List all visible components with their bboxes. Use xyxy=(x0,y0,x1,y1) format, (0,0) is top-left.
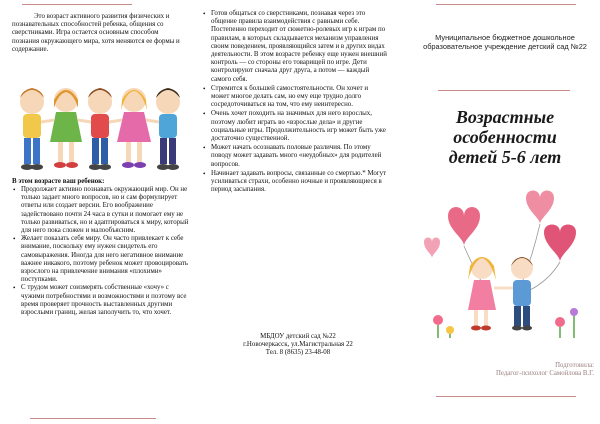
brochure-title xyxy=(410,107,600,167)
author-name: Педагог-психолог Самойлова В.Г. xyxy=(495,370,594,378)
children-with-hearts-illustration xyxy=(418,188,590,340)
divider xyxy=(438,90,570,91)
middle-panel xyxy=(198,0,400,424)
child-figure xyxy=(156,88,180,170)
title-line: Возрастные xyxy=(455,107,555,127)
list-item: • С трудом может соизмерять собственные «хочу» с чужими потребностями и возможностями и поэтому все время проверяет прочность выставленных другими взрослыми границ, желая заполучить то, что хочет. xyxy=(13,284,187,317)
child-figure xyxy=(50,88,82,168)
child-figure xyxy=(20,88,44,170)
bottom-divider xyxy=(436,396,576,397)
address-line: МБДОУ детский сад №22 xyxy=(260,333,336,340)
left-bullet-list xyxy=(12,186,192,317)
section-heading: В этом возрасте ваш ребенок: xyxy=(12,178,105,185)
top-divider xyxy=(436,4,576,5)
intro-text: Это возраст активного развития физических и познавательных способностей ребенка, общения со сверстниками. Игра остается основным способом познания окружающего мира, хотя меняются ее формы и содержание. xyxy=(12,13,180,53)
middle-bullet-list xyxy=(202,10,388,195)
child-figure xyxy=(88,88,112,170)
list-item: • Очень хочет походить на значимых для него взрослых, поэтому любит играть во «взрослые дела» и другие социальные игры. Продолжительность игр может быть уже достаточно существенной. xyxy=(203,110,386,143)
bottom-divider xyxy=(30,418,156,419)
title-line: детей 5-6 лет xyxy=(448,147,562,167)
children-illustration xyxy=(14,78,184,176)
child-figure xyxy=(117,88,151,168)
right-panel xyxy=(400,0,600,424)
organization-name: Муниципальное бюджетное дошкольное образовательное учреждение детский сад №22 xyxy=(423,33,587,51)
heart-icon xyxy=(424,238,440,259)
list-item: • Продолжает активно познавать окружающий мир. Он не только задает много вопросов, но и сам формулирует ответы или создает версии. Его воображение задействовано почти 24 часа в сутки и помогает ему не только развиваться, но и адаптироваться к миру, который для него пока сложен и малообъясним. xyxy=(13,186,189,235)
heart-icon xyxy=(544,225,576,263)
list-item: • Стремится к большей самостоятельности. Он хочет и может многое делать сам, но ему еще трудно долго сосредоточиваться на том, что ему неинтересно. xyxy=(203,84,369,109)
left-panel xyxy=(0,0,198,424)
top-divider xyxy=(22,4,132,5)
list-item: • Готов общаться со сверстниками, познавая через это общение правила взаимодействия с равными себе. Постепенно переходит от сюжетно-ролевых игр к играм по правилам, в которых складывается механизм управления своим поведением, проявляющийся затем и в других видах деятельности. В этом возрасте ребенку еще нужен внешний контроль — со стороны его товарищей по игре. Дети контролируют сначала друг друга, а потом — каждый самого себя. xyxy=(203,10,387,83)
phone-line: Тел. 8 (8635) 23-48-08 xyxy=(265,349,331,357)
list-item: • Может начать осознавать половые различия. По этому поводу может задавать много «неудобных» для родителей вопросов. xyxy=(203,144,382,168)
list-item: • Начинает задавать вопросы, связанные со смертью.* Могут усиливаться страхи, особенно ночные и проявляющиеся в период засыпания. xyxy=(203,169,387,194)
kindergarten-address xyxy=(198,333,398,358)
credit-label: Подготовила: xyxy=(555,362,594,369)
address-line: г.Новочеркасск, ул.Магистральная 22 xyxy=(243,341,353,349)
list-item: • Желает показать себя миру. Он часто привлекает к себе внимание, поскольку ему нужен свидетель его самовыражения. Иногда для него негативное внимание важнее никакого, поэтому ребенок может провоцировать взрослого на привлечение внимания «плохими» поступками. xyxy=(13,235,189,284)
heart-icon xyxy=(526,191,554,225)
author-credit xyxy=(490,362,594,379)
heart-icon xyxy=(448,207,480,246)
title-line: особенности xyxy=(453,127,557,147)
